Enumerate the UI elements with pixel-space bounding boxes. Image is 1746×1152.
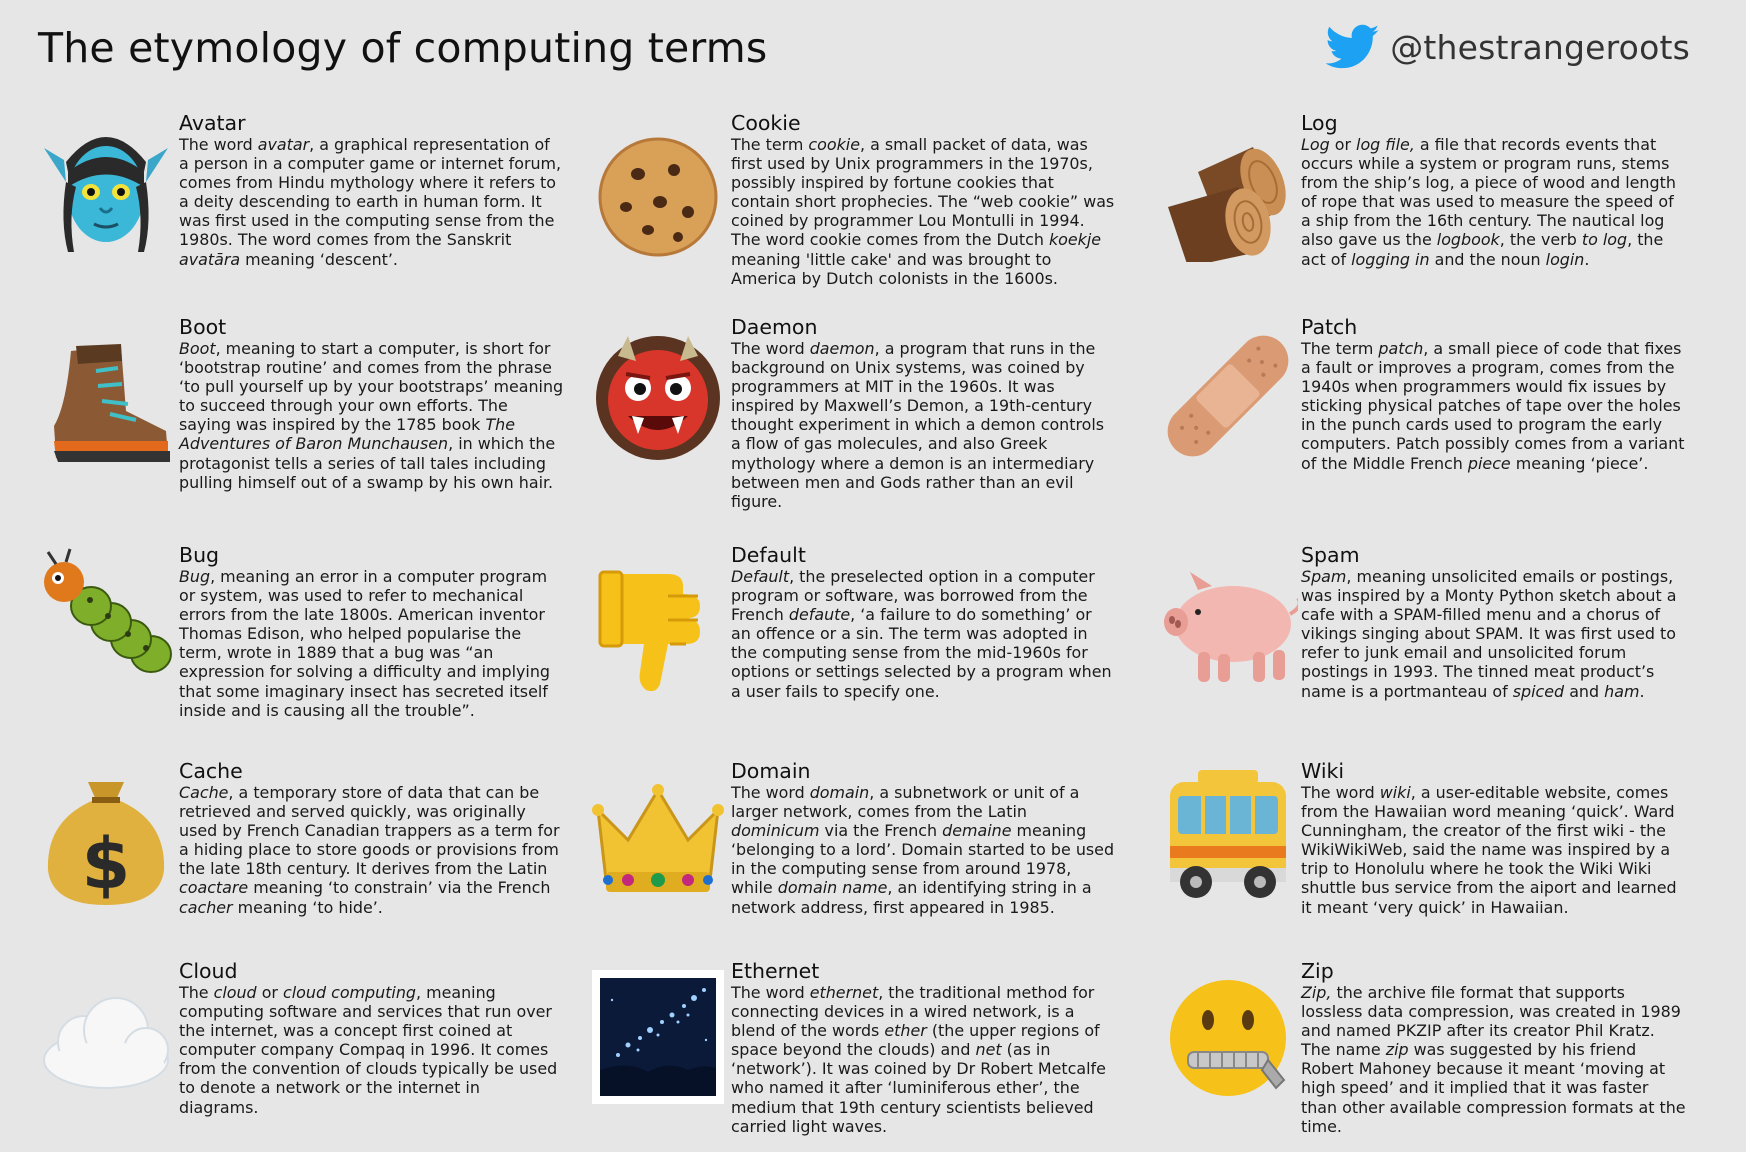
entry-term: Ethernet [731, 959, 820, 983]
thumbs-down-icon [588, 544, 728, 694]
adhesive-bandage-icon [1158, 316, 1298, 466]
entry-wiki [1158, 760, 1738, 950]
entry-patch [1158, 316, 1738, 506]
entry-term: Avatar [179, 111, 246, 135]
entry-term: Patch [1301, 315, 1358, 339]
entry-term: Wiki [1301, 759, 1345, 783]
entry-bug [36, 544, 616, 734]
entry-text [1301, 544, 1686, 701]
entry-description: Default, the preselected option in a computer program or software, was borrowed from the French defaute, ‘a failure to do something’ or an offence or a sin. The term was adopted in the computing sense from the mid-1960s for options or settings selected by a program when a user fails to specify one. [731, 567, 1112, 701]
entry-description: The term patch, a small piece of code that fixes a fault or improves a program, comes from the 1940s when programmers would fix issues by sticking physical patches of tape over the holes in the punch cards used to program the early computers. Patch possibly comes from a variant of the Middle French piece meaning ‘piece’. [1301, 339, 1685, 473]
entry-text [1301, 316, 1686, 473]
entry-description: Spam, meaning unsolicited emails or postings, was inspired by a Monty Python sketch about a cafe with a SPAM-filled menu and a chorus of vikings singing about SPAM. It was first used to refer to junk email and unsolicited forum postings in 1993. The tinned meat product’s name is a portmanteau of spiced and ham. [1301, 567, 1677, 701]
svg-text:$: $ [81, 823, 131, 905]
entry-text [731, 760, 1116, 917]
zipper-mouth-face-icon [1158, 960, 1298, 1110]
page-title: The etymology of computing terms [38, 24, 768, 72]
entry-term: Bug [179, 543, 220, 567]
crown-icon [588, 760, 728, 910]
handle-text: @thestrangeroots [1390, 27, 1690, 67]
entry-term: Cloud [179, 959, 238, 983]
milky-way-icon [588, 960, 728, 1110]
entry-cloud [36, 960, 616, 1150]
entry-description: The cloud or cloud computing, meaning computing software and services that run over the internet, was a concept first coined at computer company Compaq in 1996. It comes from the convention of clouds typically be used to denote a network or the internet in diagrams. [179, 983, 558, 1117]
entry-avatar [36, 112, 616, 302]
entry-text [1301, 112, 1686, 269]
entry-domain [588, 760, 1168, 950]
cookie-icon [588, 112, 728, 262]
cloud-icon [36, 960, 176, 1110]
entry-description: Boot, meaning to start a computer, is short for ‘bootstrap routine’ and comes from the phrase ‘to pull yourself up by your bootstraps’ meaning to succeed through your own efforts. The saying was inspired by the 1785 book The Adventures of Baron Munchausen, in which the protagonist tells a series of tall tales including pulling himself out of a swamp by his own hair. [179, 339, 564, 492]
entry-description: The word daemon, a program that runs in the background on Unix systems, was coined by programmers at MIT in the 1960s. It was inspired by Maxwell’s Demon, a 19th-century thought experiment in which a demon controls a flow of gas molecules, and also Greek mythology where a demon is an intermediary between men and Gods rather than an evil figure. [731, 339, 1105, 511]
entry-text [731, 112, 1116, 288]
entry-cookie [588, 112, 1168, 302]
entry-term: Zip [1301, 959, 1334, 983]
entry-term: Log [1301, 111, 1338, 135]
entry-text [179, 760, 564, 917]
entry-description: Log or log file, a file that records events that occurs while a system or program runs, stems from the ship’s log, a piece of wood and length of rope that was used to measure the speed of a ship from the 16th century. The nautical log also gave us the logbook, the verb to log, the act of logging in and the noun login. [1301, 135, 1676, 269]
avatar-face-icon [36, 112, 176, 262]
entry-text [179, 960, 564, 1117]
entry-text [731, 544, 1116, 701]
entry-text [179, 112, 564, 269]
twitter-bird-icon [1326, 24, 1380, 70]
money-bag-icon [36, 760, 176, 910]
entry-description: The term cookie, a small packet of data, was first used by Unix programmers in the 1970s, possibly inspired by fortune cookies that contain short prophecies. The “web cookie” was coined by programmer Lou Montulli in 1994. The word cookie comes from the Dutch koekje meaning 'little cake' and was brought to America by Dutch colonists in the 1600s. [731, 135, 1115, 288]
twitter-handle[interactable] [1326, 24, 1690, 70]
entry-default [588, 544, 1168, 734]
entry-cache [36, 760, 616, 950]
wood-log-icon [1158, 112, 1298, 262]
entry-term: Default [731, 543, 806, 567]
entry-term: Daemon [731, 315, 818, 339]
ogre-mask-icon [588, 316, 728, 466]
entry-log [1158, 112, 1738, 302]
entry-description: Zip, the archive file format that supports lossless data compression, was created in 1989 and named PKZIP after its creator Phil Kratz. The name zip was suggested by his friend Robert Mahoney because it meant ‘moving at high speed’ and it implied that it was faster than other available compression formats at the time. [1301, 983, 1686, 1136]
entry-text [731, 960, 1116, 1136]
entry-text [1301, 760, 1686, 917]
entry-daemon [588, 315, 1168, 511]
entry-spam [1158, 544, 1738, 734]
entry-term: Boot [179, 315, 227, 339]
entry-text [179, 316, 564, 492]
entry-zip [1158, 960, 1738, 1150]
entry-term: Cookie [731, 111, 801, 135]
entry-text [1301, 960, 1686, 1136]
entry-description: The word domain, a subnetwork or unit of a larger network, comes from the Latin dominicum via the French demaine meaning ‘belonging to a lord’. Domain started to be used in the computing sense from around 1978, while domain name, an identifying string in a network address, first appeared in 1985. [731, 783, 1115, 917]
entry-boot [36, 316, 616, 506]
caterpillar-bug-icon [36, 544, 176, 694]
entry-description: Cache, a temporary store of data that can be retrieved and served quickly, was originally used by French Canadian trappers as a term for a hiding place to store goods or provisions from the late 18th century. It derives from the Latin coactare meaning ‘to constrain’ via the French cacher meaning ‘to hide’. [179, 783, 560, 917]
entry-term: Spam [1301, 543, 1360, 567]
entry-description: The word wiki, a user-editable website, comes from the Hawaiian word meaning ‘quick’. Ward Cunningham, the creator of the first wiki - the WikiWikiWeb, said the name was inspired by a trip to Honolulu where he took the Wiki Wiki shuttle bus service from the aiport and learned it meant ‘very quick’ in Hawaiian. [1301, 783, 1677, 917]
entry-text [179, 544, 564, 720]
entry-text [731, 316, 1116, 511]
entry-description: The word avatar, a graphical representation of a person in a computer game or internet forum, comes from Hindu mythology where it refers to a deity descending to earth in human form. It was first used in the computing sense from the 1980s. The word comes from the Sanskrit avatāra meaning ‘descent’. [179, 135, 562, 269]
hiking-boot-icon [36, 316, 176, 466]
entry-term: Domain [731, 759, 811, 783]
entry-ethernet [588, 960, 1168, 1150]
bus-icon [1158, 760, 1298, 910]
entry-description: The word ethernet, the traditional method for connecting devices in a wired network, is a blend of the words ether (the upper regions of space beyond the clouds) and net (as in ‘network’). It was coined by Dr Robert Metcalfe who named it after ‘luminiferous ether’, the medium that 19th century scientists believed carried light waves. [731, 983, 1106, 1136]
pig-icon [1158, 544, 1298, 694]
entry-description: Bug, meaning an error in a computer program or system, was used to refer to mechanical errors from the late 1800s. American inventor Thomas Edison, who helped popularise the term, wrote in 1889 that a bug was “an expression for solving a difficulty and implying that some imaginary insect has secreted itself inside and is causing all the trouble”. [179, 567, 550, 720]
entry-term: Cache [179, 759, 243, 783]
